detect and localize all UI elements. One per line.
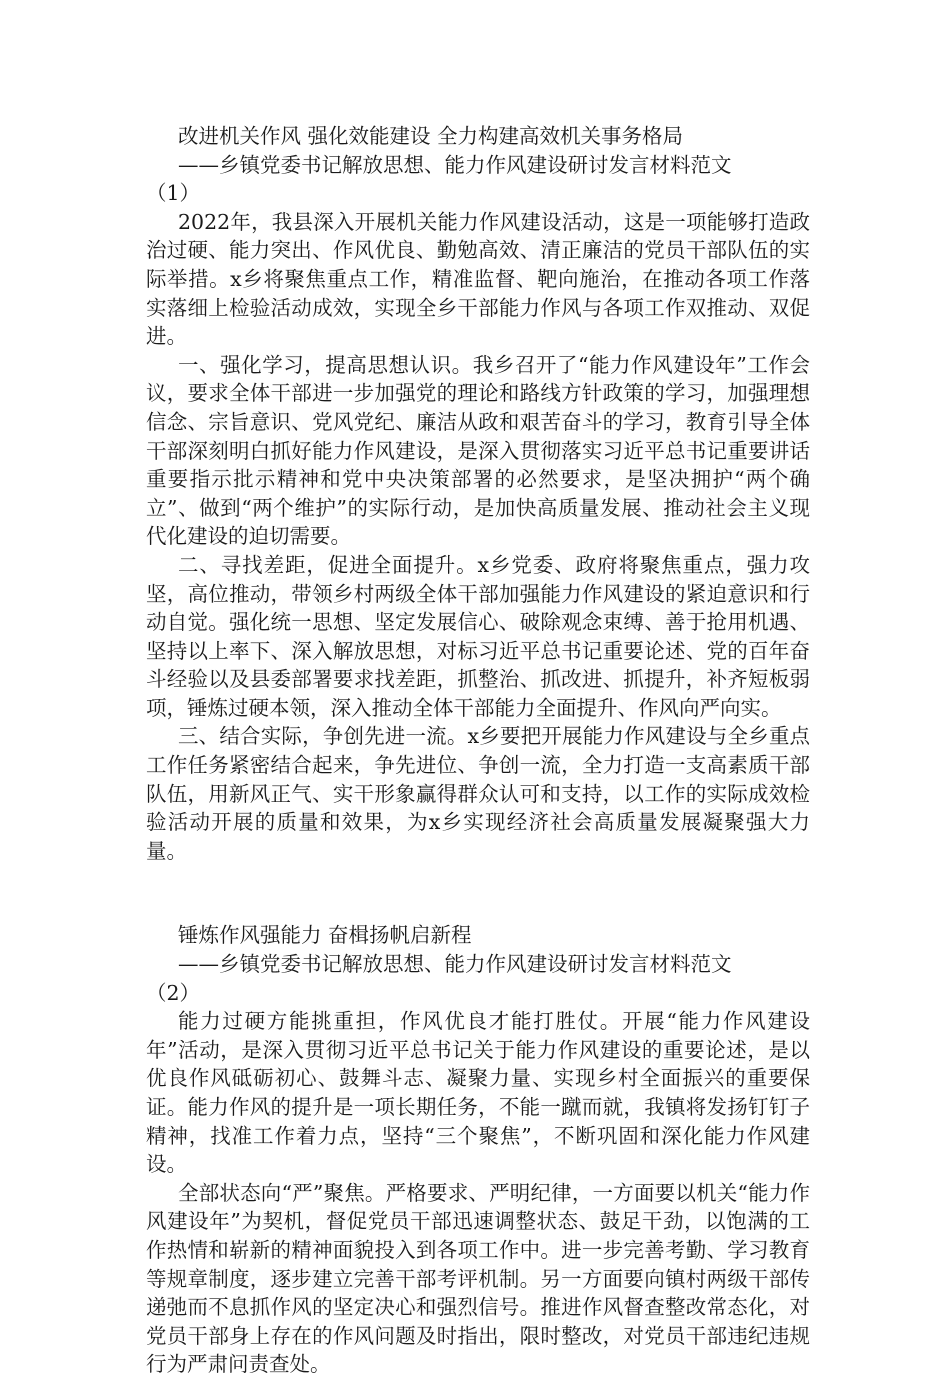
article2-paragraph: 能力过硬方能挑重担，作风优良才能打胜仗。开展“能力作风建设年”活动，是深入贯彻习近平总书记关于能力作风建设的重要论述，是以优良作风砥砺初心、鼓舞斗志、凝聚力量、实现乡村全面振兴的重要保证。能力作风的提升是一项长期任务，不能一蹴而就，我镇将发扬钉钉子精神，找准工作着力点，坚持“三个聚焦”，不断巩固和深化能力作风建设。: [146, 1009, 810, 1177]
article1-number: （1）: [146, 181, 201, 206]
article2-paragraph: 全部状态向“严”聚焦。严格要求、严明纪律，一方面要以机关“能力作风建设年”为契机，督促党员干部迅速调整状态、鼓足干劲，以饱满的工作热情和崭新的精神面貌投入到各项工作中。进一步完善考勤、学习教育等规章制度，逐步建立完善干部考评机制。另一方面要向镇村两级干部传递弛而不息抓作风的坚定决心和强烈信号。推进作风督查整改常态化，对党员干部身上存在的作风问题及时指出，限时整改，对党员干部违纪违规行为严肃问责查处。: [146, 1180, 810, 1377]
article1-subtitle: ——乡镇党委书记解放思想、能力作风建设研讨发言材料范文: [178, 152, 732, 177]
section-spacer: [146, 865, 810, 921]
document-page: [146, 122, 810, 1379]
article1-title: 改进机关作风 强化效能建设 全力构建高效机关事务格局: [178, 124, 684, 148]
article2-title: 锤炼作风强能力 奋楫扬帆启新程: [178, 923, 472, 948]
article1-paragraph: 三、结合实际，争创先进一流。x乡要把开展能力作风建设与全乡重点工作任务紧密结合起来，争先进位、争创一流，全力打造一支高素质干部队伍，用新风正气、实干形象赢得群众认可和支持，以工作的实际成效检验活动开展的质量和效果，为x乡实现经济社会高质量发展凝聚强大力量。: [146, 724, 810, 863]
article1-paragraph: 2022年，我县深入开展机关能力作风建设活动，这是一项能够打造政治过硬、能力突出、作风优良、勤勉高效、清正廉洁的党员干部队伍的实际举措。x乡将聚焦重点工作，精准监督、靶向施治，在推动各项工作落实落细上检验活动成效，实现全乡干部能力作风与各项工作双推动、双促进。: [146, 209, 810, 349]
article2-number: （2）: [146, 980, 201, 1005]
article1-paragraph: 一、强化学习，提高思想认识。我乡召开了“能力作风建设年”工作会议，要求全体干部进一步加强党的理论和路线方针政策的学习，加强理想信念、宗旨意识、党风党纪、廉洁从政和艰苦奋斗的学习，教育引导全体干部深刻明白抓好能力作风建设，是深入贯彻落实习近平总书记重要讲话重要指示批示精神和党中央决策部署的必然要求，是坚决拥护“两个确立”、做到“两个维护”的实际行动，是加快高质量发展、推动社会主义现代化建设的迫切需要。: [146, 352, 810, 549]
article1-paragraph: 二、寻找差距，促进全面提升。x乡党委、政府将聚焦重点，强力攻坚，高位推动，带领乡村两级全体干部加强能力作风建设的紧迫意识和行动自觉。强化统一思想、坚定发展信心、破除观念束缚、善于抢用机遇、坚持以上率下、深入解放思想，对标习近平总书记重要论述、党的百年奋斗经验以及县委部署要求找差距，抓整治、抓改进、抓提升，补齐短板弱项，锤炼过硬本领，深入推动全体干部能力全面提升、作风向严向实。: [146, 552, 810, 720]
article2-subtitle: ——乡镇党委书记解放思想、能力作风建设研讨发言材料范文: [178, 952, 732, 977]
